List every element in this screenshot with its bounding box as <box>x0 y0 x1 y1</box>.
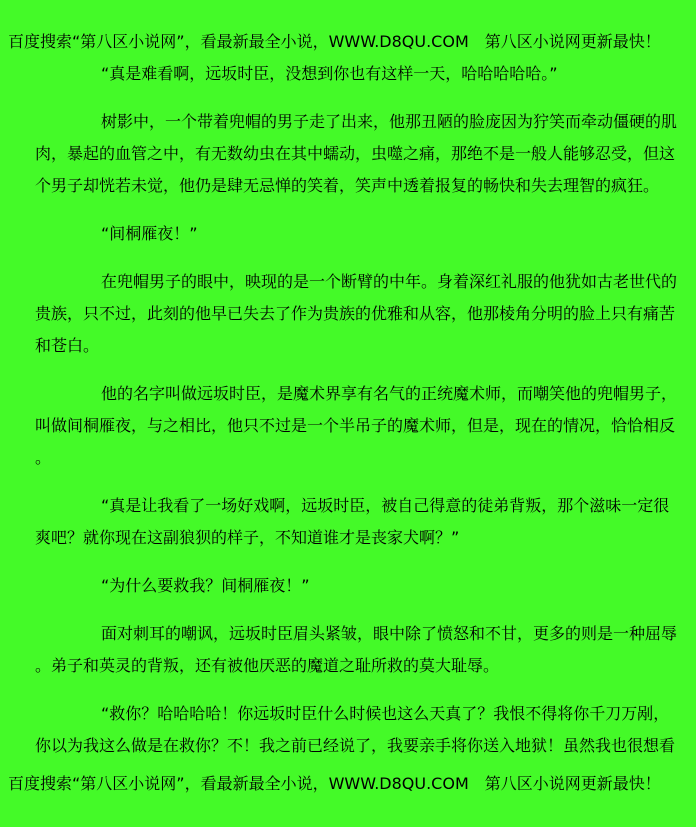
promo-banner-bottom: 百度搜索“第八区小说网”，看最新最全小说，WWW.D8QU.COM 第八区小说网更新最快！ <box>8 774 661 793</box>
novel-paragraph: “为什么要救我？间桐雁夜！” <box>101 576 310 595</box>
novel-paragraph: 他的名字叫做远坂时臣，是魔术界享有名气的正统魔术师，而嘲笑他的兜帽男子，叫做间桐雁夜，与之相比，他只不过是一个半吊子的魔术师，但是，现在的情况，恰恰相反。 <box>35 384 678 467</box>
novel-paragraph: “间桐雁夜！” <box>101 224 198 243</box>
promo-banner-top: 百度搜索“第八区小说网”，看最新最全小说，WWW.D8QU.COM 第八区小说网更新最快！ <box>8 32 661 51</box>
novel-paragraph: 树影中，一个带着兜帽的男子走了出来，他那丑陋的脸庞因为狞笑而牵动僵硬的肌肉，暴起的血管之中，有无数幼虫在其中蠕动，虫噬之痛，那绝不是一般人能够忍受，但这个男子却恍若未觉，他仍是肆无忌惮的笑着，笑声中透着报复的畅快和失去理智的疯狂。 <box>35 112 678 195</box>
novel-paragraph: 面对刺耳的嘲讽，远坂时臣眉头紧皱，眼中除了愤怒和不甘，更多的则是一种屈辱。弟子和英灵的背叛，还有被他厌恶的魔道之耻所救的莫大耻辱。 <box>35 624 678 675</box>
novel-paragraph: “真是难看啊，远坂时臣，没想到你也有这样一天，哈哈哈哈哈。” <box>101 64 558 83</box>
novel-paragraph: 在兜帽男子的眼中，映现的是一个断臂的中年。身着深红礼服的他犹如古老世代的贵族，只不过，此刻的他早已失去了作为贵族的优雅和从容，他那棱角分明的脸上只有痛苦和苍白。 <box>35 272 678 355</box>
novel-paragraph: “真是让我看了一场好戏啊，远坂时臣，被自己得意的徒弟背叛，那个滋味一定很爽吧？就你现在这副狼狈的样子，不知道谁才是丧家犬啊？” <box>35 496 670 547</box>
novel-paragraph: “救你？哈哈哈哈！你远坂时臣什么时候也这么天真了？我恨不得将你千刀万剐，你以为我这么做是在救你？不！我之前已经说了，我要亲手将你送入地狱！虽然我也很想看 <box>35 704 676 755</box>
novel-content <box>35 58 678 762</box>
